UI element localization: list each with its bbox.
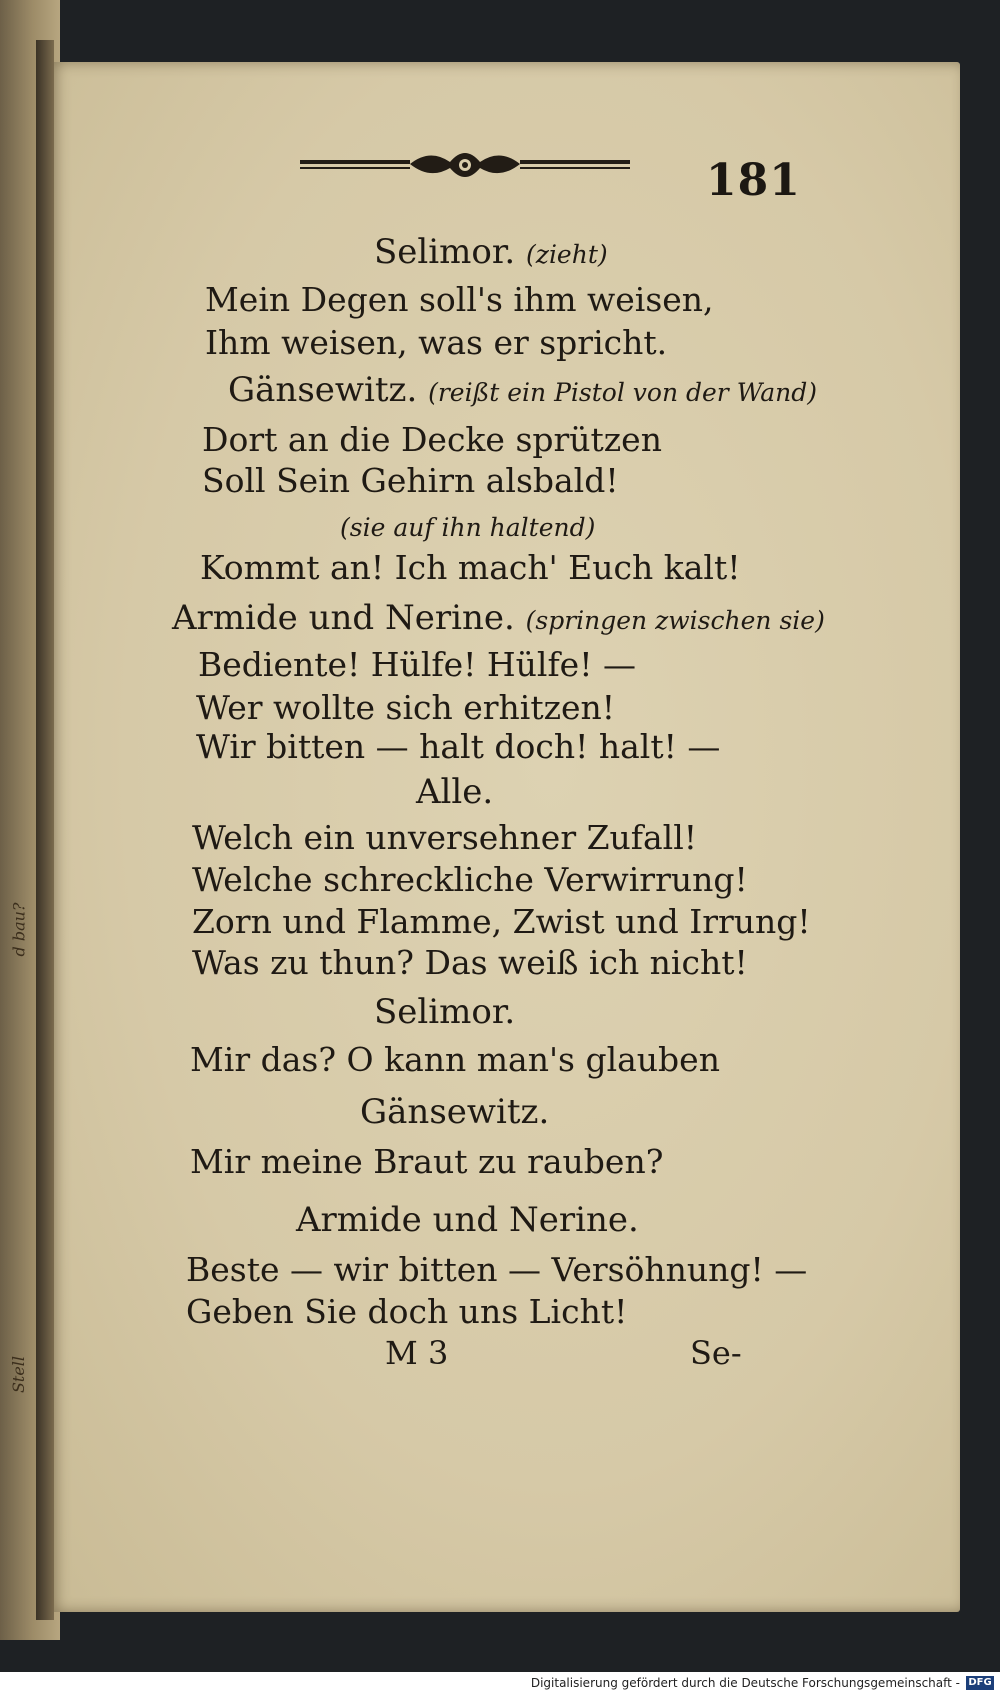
speaker-line [228,370,817,413]
catchword: Se- [690,1334,742,1372]
speaker-name: Armide und Nerine. [172,598,515,638]
verse-line: Mir das? O kann man's glauben [190,1040,720,1079]
margin-note-top: d bau? [9,902,29,957]
speaker-line [374,232,608,275]
verse-line: Bediente! Hülfe! Hülfe! — [198,645,636,684]
verse-line: Dort an die Decke sprützen [202,420,662,459]
stage-direction: (sie auf ihn haltend) [340,513,596,542]
speaker-name: Armide und Nerine. [296,1200,639,1240]
speaker-line [172,598,825,641]
page-number: 181 [706,155,801,206]
margin-note-bottom: Stell [9,1355,29,1394]
verse-line: Zorn und Flamme, Zwist und Irrung! [192,902,811,941]
verse-line: Welche schreckliche Verwirrung! [192,860,748,899]
verse-line: Kommt an! Ich mach' Euch kalt! [200,548,741,587]
digitization-credit: Digitalisierung gefördert durch die Deutsche Forschungsgemeinschaft - [530,1676,960,1690]
stage-direction: (springen zwischen sie) [525,606,825,635]
speaker-name: Selimor. [374,232,516,272]
stage-direction: (reißt ein Pistol von der Wand) [428,378,817,407]
speaker-name: Alle. [416,772,494,812]
verse-line: Wer wollte sich erhitzen! [196,688,616,727]
dfg-logo: DFG [966,1676,994,1690]
verse-line: Mein Degen soll's ihm weisen, [205,280,714,319]
verse-line: Ihm weisen, was er spricht. [205,323,668,362]
verse-line: Geben Sie doch uns Licht! [186,1292,628,1331]
verse-line: Mir meine Braut zu rauben? [190,1142,664,1181]
stage-direction: (zieht) [526,240,608,269]
speaker-name: Gänsewitz. [228,370,418,410]
verse-line: Welch ein unversehner Zufall! [192,818,698,857]
signature-mark: M 3 [385,1334,449,1372]
verse-line: Was zu thun? Das weiß ich nicht! [192,943,748,982]
verse-line: Wir bitten — halt doch! halt! — [196,727,721,766]
speaker-name: Selimor. [374,992,516,1032]
speaker-name: Gänsewitz. [360,1092,550,1132]
ornament-rule-icon [300,140,630,190]
verse-line: Beste — wir bitten — Versöhnung! — [186,1250,808,1289]
book-gutter [36,40,54,1620]
verse-line: Soll Sein Gehirn alsbald! [202,461,619,500]
